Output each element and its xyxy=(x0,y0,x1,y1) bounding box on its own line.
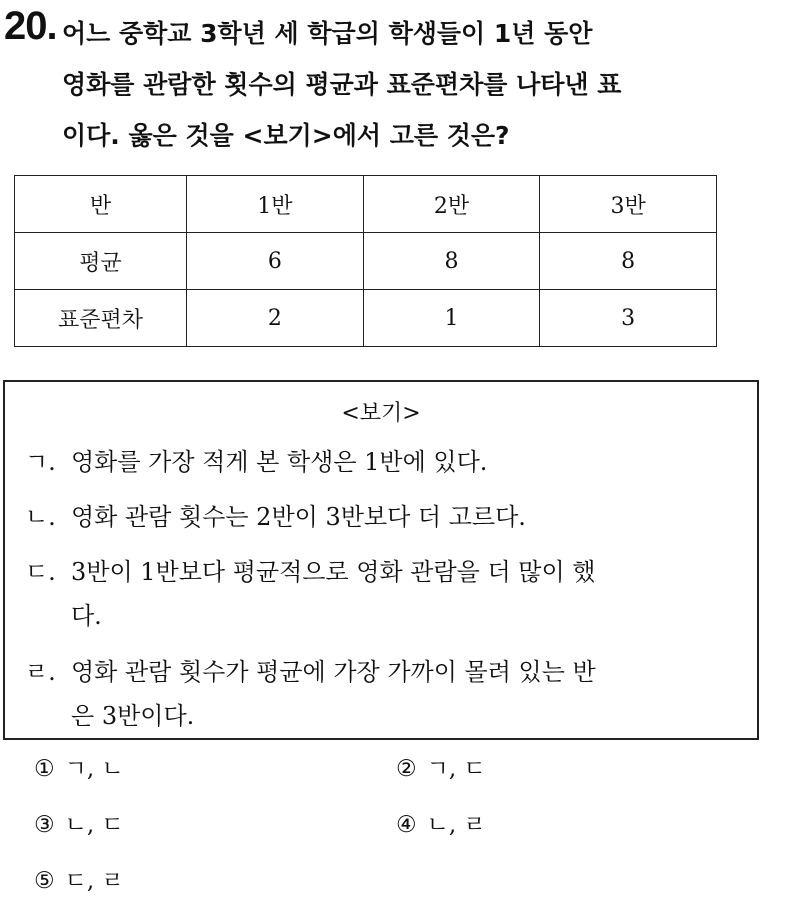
bogi-item-continuation: 다. xyxy=(71,602,102,630)
question-line-2: 영화를 관람한 횟수의 평균과 표준편차를 나타낸 표 xyxy=(62,70,622,99)
table-header-cell: 3반 xyxy=(540,176,717,233)
choice-number: ① xyxy=(34,756,55,782)
choice-number: ④ xyxy=(396,812,417,838)
bogi-item-text: 영화를 가장 적게 본 학생은 1반에 있다. xyxy=(71,448,488,476)
bogi-item-b xyxy=(25,495,755,539)
table-cell: 8 xyxy=(363,233,540,290)
table-row-stddev xyxy=(15,290,717,347)
table-cell: 2 xyxy=(187,290,364,347)
table-row-label: 평균 xyxy=(15,233,187,290)
choice-4[interactable] xyxy=(396,806,486,839)
bogi-item-c xyxy=(25,550,755,638)
bogi-item-mark: ㄷ. xyxy=(25,558,56,586)
bogi-item-text: 영화 관람 횟수는 2반이 3반보다 더 고르다. xyxy=(71,503,526,531)
choice-text: ㄷ, ㄹ xyxy=(64,868,124,894)
bogi-item-mark: ㄴ. xyxy=(25,503,56,531)
table-cell: 6 xyxy=(187,233,364,290)
choice-number: ② xyxy=(396,756,417,782)
bogi-box xyxy=(3,380,759,740)
choice-number: ③ xyxy=(34,812,55,838)
table-row-mean xyxy=(15,233,717,290)
choice-text: ㄴ, ㄷ xyxy=(64,812,124,838)
choice-3[interactable] xyxy=(34,806,124,839)
choice-1[interactable] xyxy=(34,750,124,783)
choice-5[interactable] xyxy=(34,862,124,895)
question-line-1: 어느 중학교 3학년 세 학급의 학생들이 1년 동안 xyxy=(62,19,593,48)
question-line-3: 이다. 옳은 것을 <보기>에서 고른 것은? xyxy=(62,121,510,150)
bogi-item-continuation: 은 3반이다. xyxy=(71,702,195,730)
bogi-item-text: 영화 관람 횟수가 평균에 가장 가까이 몰려 있는 반 xyxy=(71,658,596,686)
table-header-cell: 반 xyxy=(15,176,187,233)
choice-number: ⑤ xyxy=(34,868,55,894)
table-cell: 3 xyxy=(540,290,717,347)
bogi-item-mark: ㄹ. xyxy=(25,658,56,686)
question-text xyxy=(62,8,792,161)
table-header-row xyxy=(15,176,717,233)
table-row-label: 표준편차 xyxy=(15,290,187,347)
table-cell: 8 xyxy=(540,233,717,290)
statistics-table xyxy=(14,175,717,347)
bogi-item-mark: ㄱ. xyxy=(25,448,56,476)
bogi-item-text: 3반이 1반보다 평균적으로 영화 관람을 더 많이 했 xyxy=(71,558,596,586)
bogi-title: <보기> xyxy=(341,401,421,426)
table-header-cell: 2반 xyxy=(363,176,540,233)
choice-text: ㄴ, ㄹ xyxy=(426,812,486,838)
choice-2[interactable] xyxy=(396,750,486,783)
bogi-item-d xyxy=(25,650,755,738)
table-cell: 1 xyxy=(363,290,540,347)
table-header-cell: 1반 xyxy=(187,176,364,233)
choice-text: ㄱ, ㄴ xyxy=(64,756,124,782)
choice-text: ㄱ, ㄷ xyxy=(426,756,486,782)
bogi-item-a xyxy=(25,440,755,484)
question-number: 20. xyxy=(4,4,57,48)
